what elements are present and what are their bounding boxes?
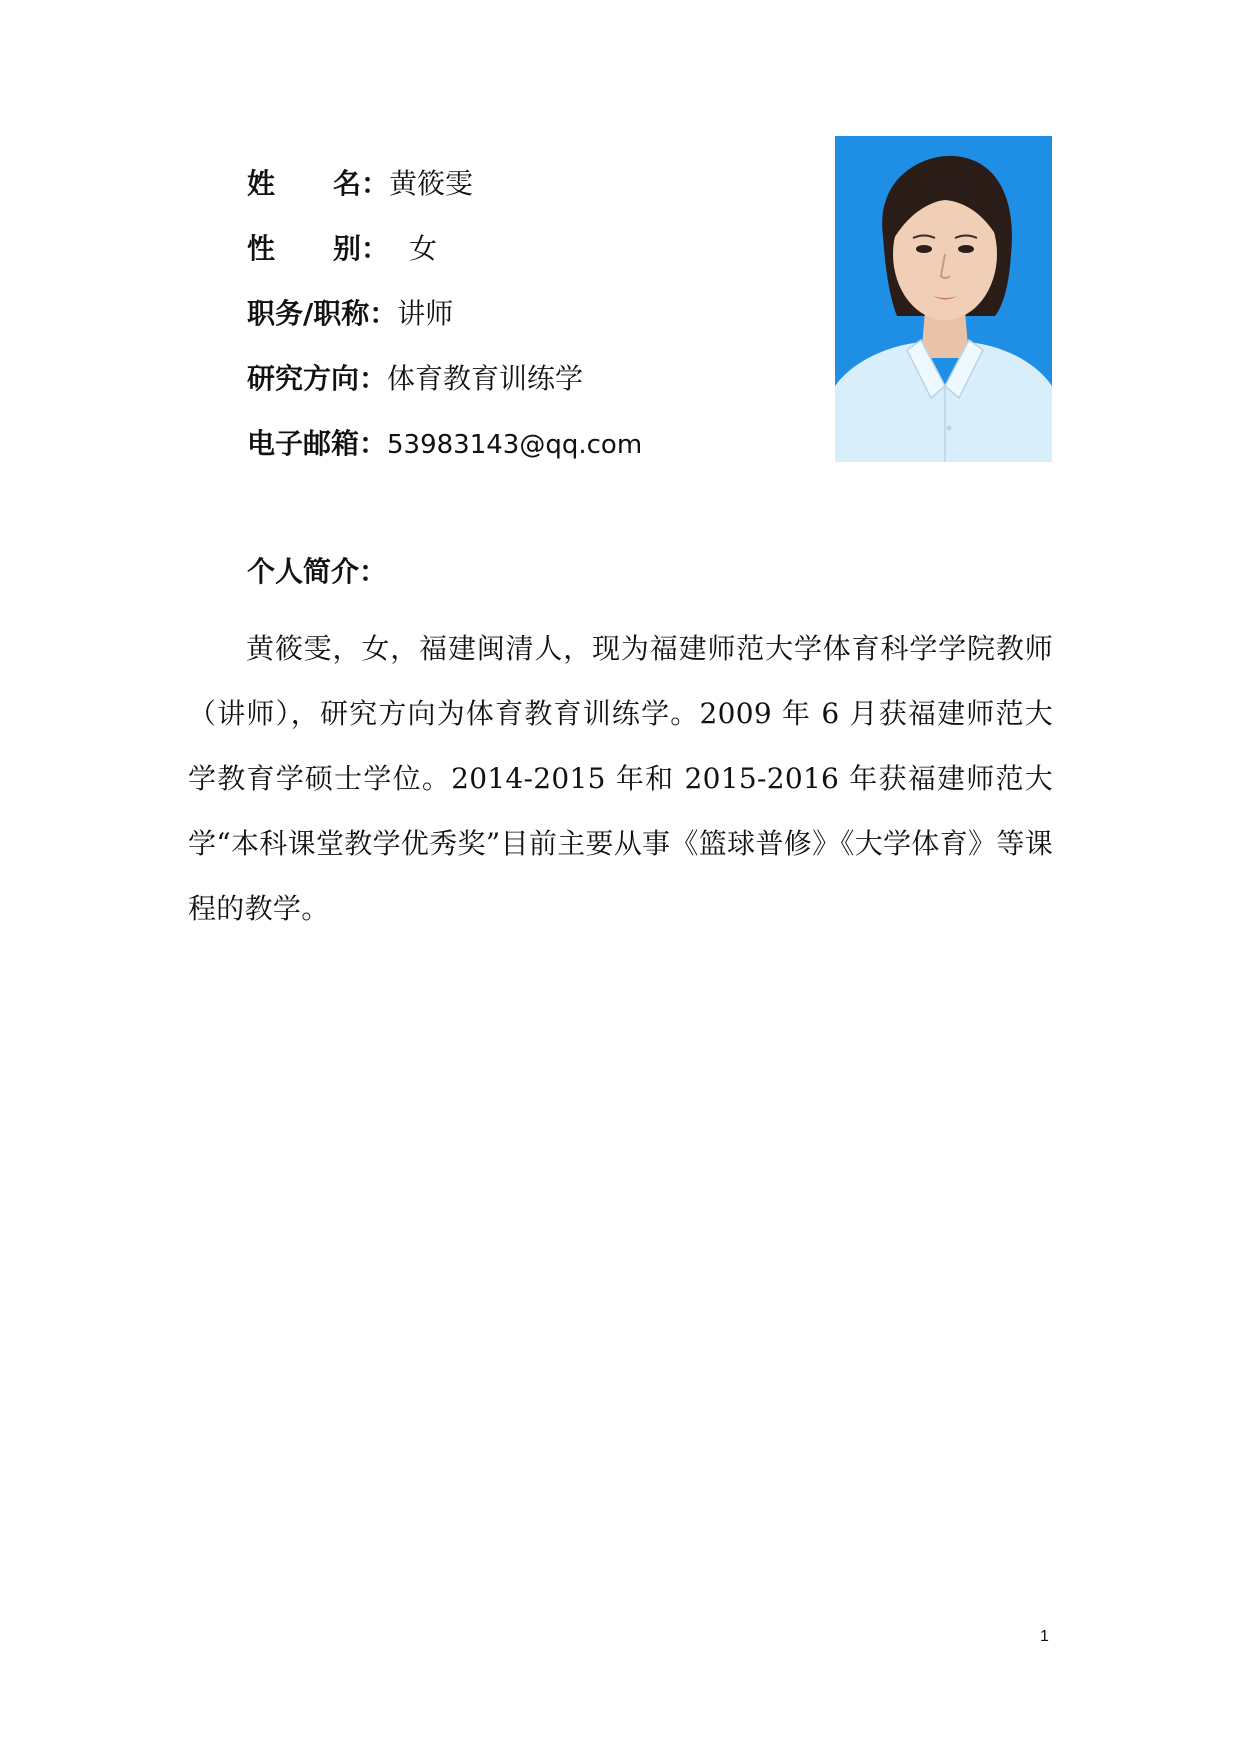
gender-value: 女 bbox=[409, 232, 438, 265]
gender-label-second: 别： bbox=[333, 232, 390, 265]
gender-label-first: 性 bbox=[247, 232, 276, 265]
name-row bbox=[247, 164, 473, 204]
email-value: 53983143@qq.com bbox=[387, 430, 643, 460]
research-label: 研究方向： bbox=[247, 362, 388, 395]
name-label-second: 名： bbox=[333, 167, 390, 200]
name-value: 黄筱雯 bbox=[389, 167, 474, 200]
name-label-first: 姓 bbox=[247, 167, 276, 200]
research-value: 体育教育训练学 bbox=[387, 362, 584, 395]
portrait-photo bbox=[835, 136, 1052, 462]
title-value: 讲师 bbox=[397, 297, 454, 330]
bio-heading: 个人简介： bbox=[247, 555, 388, 588]
gender-row bbox=[247, 229, 437, 269]
research-row bbox=[247, 359, 583, 399]
title-label: 职务/职称： bbox=[247, 297, 398, 330]
email-label: 电子邮箱： bbox=[247, 427, 388, 460]
page-number: 1 bbox=[1040, 1628, 1049, 1645]
email-row bbox=[247, 424, 642, 464]
bio-paragraph: 黄筱雯，女，福建闽清人，现为福建师范大学体育科学学院教师（讲师），研究方向为体育教育训练学。2009 年 6 月获福建师范大学教育学硕士学位。2014-2015 年和 2015-2016 年获福建师范大学“本科课堂教学优秀奖”目前主要从事《篮球普修》《大学体育》等课程的教学。 bbox=[188, 632, 1053, 925]
title-row bbox=[247, 294, 453, 334]
